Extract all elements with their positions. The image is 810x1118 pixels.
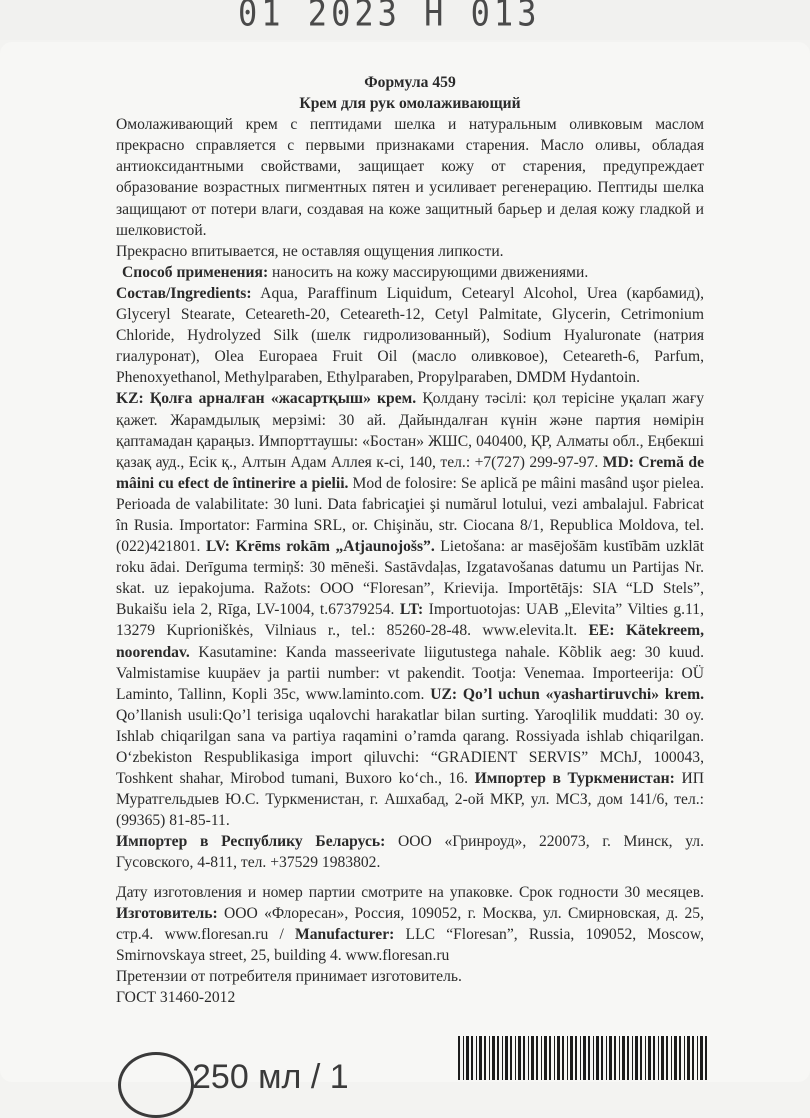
ee-label: EE: Kätekreem, noorendav.	[116, 622, 704, 661]
kz-text: Қолдану тәсілі: қол терісіне уқалап жағу қажет. Жарамдылық мерзімі: 30 ай. Дайындалған күнін және партия нөмірін қаптамадан қараңыз. Импорттаушы: «Бостан» ЖШС, 040400, ҚР, Алматы обл., Еңбекші қазақ ауд., Есік қ., Алтын Адам Аллея к-сі, 140, тел.: +7(727) 299-97-97.	[116, 390, 705, 471]
kz-label: KZ: Қолға арналған «жасартқыш» крем.	[116, 390, 417, 408]
tm-label: Импортер в Туркменистан:	[474, 770, 675, 788]
volume-text: 250 мл / 1	[192, 1058, 349, 1096]
manufacturer-text: ООО «Флоресан», Россия, 109052, г. Москва, ул. Смирновская, д. 25, стр.4. www.floresan.ru /	[116, 904, 704, 943]
lt-label: LT:	[399, 601, 424, 619]
usage-text: наносить на кожу массирующими движениями.	[268, 263, 589, 281]
by-label: Импортер в Республику Беларусь:	[116, 833, 386, 851]
ingredients-label: Состав/Ingredients:	[116, 284, 252, 302]
claims-note: Претензии от потребителя принимает изготовитель.	[116, 967, 462, 985]
lv-text: Lietošana: ar masējošām kustībām uzklāt roku ādai. Derīguma termiņš: 30 mēneši. Sastāvdaļas, Izgatavošanas datumu un Partijas Nr. skat. uz iepakojuma. Ražots: OOO “Floresan”, Krievija. Importētājs: SIA “LD Stels”, Bukaišu iela 2, Rīga, LV-1004, t.67379254.	[116, 538, 704, 619]
barcode	[458, 1036, 708, 1080]
batch-code: 01 2023 H 013	[238, 0, 541, 35]
lt-text: Importuotojas: UAB „Elevita” Vilties g.11, 13279 Kuprioniškės, Vilniaus r., tel.: 85260-28-48. www.elevita.lt.	[116, 601, 704, 640]
absorption-note: Прекрасно впитывается, не оставляя ощущения липкости.	[116, 242, 504, 260]
belarus-paragraph	[116, 831, 704, 873]
ee-text: Kasutamine: Kanda masseerivate liigutustega nahale. Kõblik aeg: 30 kuud. Valmistamise kuupäev ja partii number: vt pakendit. Tootja: Venemaa. Importeerija: OÜ Laminto, Tallinn, Kopli 35c, www.laminto.com.	[116, 643, 704, 703]
package-top-band	[0, 0, 810, 40]
ingredients-paragraph	[116, 283, 704, 388]
md-label: MD: Cremă de mâini cu efect de întinerire a pielii.	[116, 453, 705, 492]
by-text: ООО «Гринроуд», 220073, г. Минск, ул. Гусовского, 4-811, тел. +37529 1983802.	[116, 833, 704, 872]
product-subtitle: Крем для рук омолаживающий	[299, 95, 521, 113]
md-text: Mod de folosire: Se aplică pe mâini masând uşor pielea. Perioada de valabilitate: 30 luni. Data fabricaţiei şi numărul lotului, vezi ambalajul. Fabricat în Rusia. Importator: Farmina SRL, or. Chişinău, str. Ciocana 8/1, Republica Moldova, tel. (022)421801.	[116, 474, 704, 556]
uz-label: UZ: Qo’l uchun «yashartiruvchi» krem.	[430, 685, 704, 703]
multilingual-paragraph	[116, 388, 704, 831]
lv-label: LV: Krēms rokām „Atjaunojošs”.	[206, 538, 435, 556]
uz-text: Qo’llanish usuli:Qo’l terisiga uqalovchi harakatlar bilan surting. Yaroqlilik muddati: 30 oy. Ishlab chiqarilgan sana va partiya raqamini o’ramda qarang. Rossiyada ishlab chiqarilgan. O‘zbekiston Respublikasiga import qiluvchi: “GRADIENT SERVIS” MChJ, 100043, Toshkent shahar, Mirobod tumani, Buxoro ko‘ch., 16.	[116, 706, 704, 788]
usage-paragraph	[116, 262, 704, 283]
ingredients-text: Aqua, Paraffinum Liquidum, Cetearyl Alcohol, Urea (карбамид), Glyceryl Stearate, Ceteareth-20, Ceteareth-12, Cetyl Palmitate, Glycerin, Cetrimonium Chloride, Hydrolyzed Silk (шелк гидролизованный), Sodium Hyaluronate (натрия гиалуронат), Olea Europaea Fruit Oil (масло оливковое), Ceteareth-6, Parfum, Phenoxyethanol, Methylparaben, Ethylparaben, Propylparaben, DMDM Hydantoin.	[116, 284, 704, 387]
spacer	[116, 874, 704, 882]
tm-text: ИП Муратгельдыев Ю.С. Туркменистан, г. Ашхабад, 2-ой МКР, ул. МСЗ, дом 141/6, тел.: (99365) 81-85-11.	[116, 770, 704, 830]
volume-mark-icon	[118, 1052, 194, 1118]
usage-label: Способ применения:	[122, 263, 269, 281]
expiry-paragraph	[116, 882, 704, 966]
gost-code: ГОСТ 31460-2012	[116, 989, 236, 1007]
manufacturer-en-text: LLC “Floresan”, Russia, 109052, Moscow, Smirnovskaya street, 25, building 4. www.floresan.ru	[116, 925, 704, 964]
manufacturer-label: Изготовитель:	[116, 904, 218, 922]
manufacturer-en-label: Manufacturer:	[295, 925, 395, 943]
expiry-text: Дату изготовления и номер партии смотрите на упаковке. Срок годности 30 месяцев.	[116, 883, 704, 901]
product-title: Формула 459	[364, 74, 456, 91]
product-description: Омолаживающий крем с пептидами шелка и натуральным оливковым маслом прекрасно справляется с первыми признаками старения. Масло оливы, обладая антиоксидантными свойствами, защищает кожу от старения, предупреждает образование возрастных пигментных пятен и усиливает регенерацию. Пептиды шелка защищают от потери влаги, создавая на коже защитный барьер и делая кожу гладкой и шелковистой.	[116, 116, 704, 239]
label-text-block	[116, 72, 704, 1008]
